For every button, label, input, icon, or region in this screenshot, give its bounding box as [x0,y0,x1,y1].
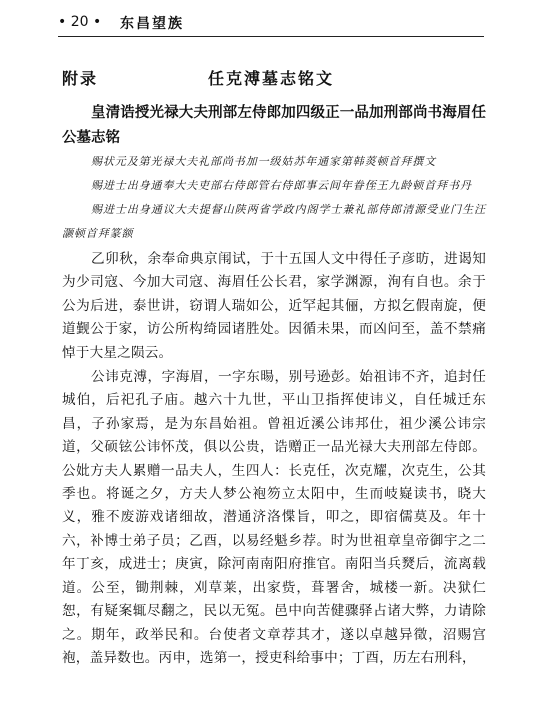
credit-author: 赐状元及第光禄大夫礼部尚书加一级姑苏年通家第韩菼顿首拜撰文 [91,155,437,168]
credit-seal-script: 赐进士出身通议大夫提督山陕两省学政内阁学士兼礼部侍郎清源受业门生汪灏顿首拜篆额 [62,203,486,240]
credit-calligrapher: 赐进士出身通奉大夫吏部右侍郎管右侍郎事云间年眷侄王九龄顿首拜书丹 [91,179,472,192]
running-header [58,12,478,38]
paragraph-1: 乙卯秋，余奉命典京闱试，于十五国人文中得任子彦昉，进谒知为少司寇、今加大司寇、海眉任公长君，家学渊源，洵有自也。余于公为后进，泰世讲，窃谓人瑞如公，近罕起其俪，方拟乞假南旋，便道觐公于家，访公所构绮园诸胜处。因循未果，而凶问至，盖不禁痛悼于大星之陨云。 [62,251,486,361]
header-rule [58,36,484,37]
body-text [62,100,486,670]
book-title: 东昌望族 [120,16,184,32]
paragraph-2: 公讳克溥，字海眉，一字东暘，别号逊彭。始祖讳不齐，追封任城伯，后祀孔子庙。越六十九世，平山卫指挥使讳义，自任城迁东昌，子孙家焉，是为东昌始祖。曾祖近溪公讳邦仕，祖少溪公讳宗道，父硕铉公讳怀茂，俱以公贵，诰赠正一品光禄大夫刑部左侍郎。公妣方夫人累赠一品夫人，生四人：长克任，次克耀，次克生，公其季也。将诞之夕，方夫人梦公袍笏立太阳中，生而岐嶷读书，晓大义，雅不废游戏诸细故，潜通济洛惵旨，叩之，即宿儒莫及。年十六，补博士弟子员；乙酉，以易经魁乡荐。时为世祖章皇帝御宇之二年丁亥，成进士；庚寅，除河南南阳府推官。南阳当兵燹后，流离载道。公至，锄荆棘，刈草莱，出家赀，葺署舍，城楼一新。决狱仁恕，有疑案辄尽翻之，民以无冤。邑中向苦健骤驿占诸大弊，力请除之。期年，政举民和。台使者文章荐其才，遂以卓越异徵，沼赐宫袍，盖异数也。丙申，选第一，授吏科给事中；丁酉，历左右刑科， [62,369,486,666]
document-title: 任克溥墓志铭文 [208,69,335,88]
epitaph-heading: 皇清诰授光禄大夫刑部左侍郎加四级正一品加刑部尚书海眉任公墓志铭 [62,104,486,146]
appendix-label: 附录 [62,69,99,88]
page-number: • 20 • [58,14,102,30]
